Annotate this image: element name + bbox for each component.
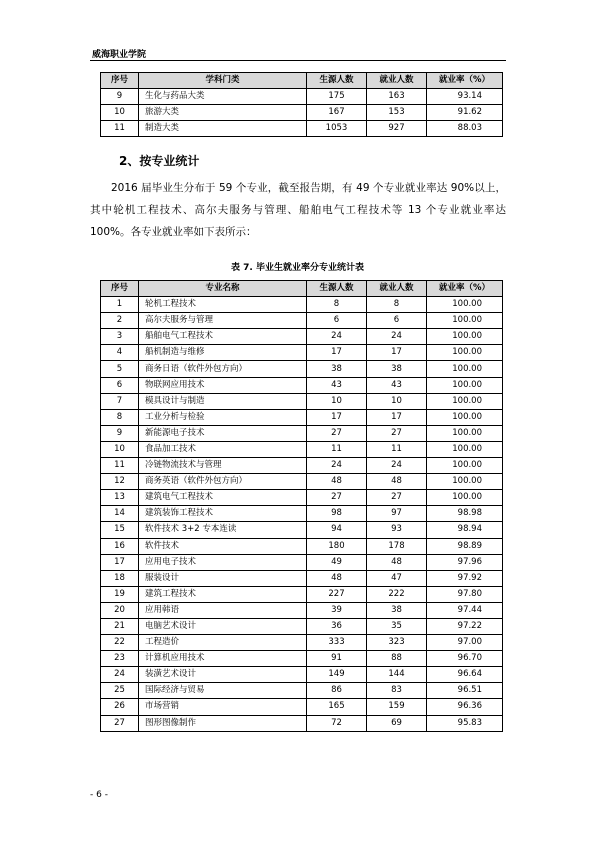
cell-name: 商务英语（软件外包方向） bbox=[139, 474, 307, 490]
cell-rate: 100.00 bbox=[427, 313, 503, 329]
cell-rate: 100.00 bbox=[427, 458, 503, 474]
cell-rate: 100.00 bbox=[427, 297, 503, 313]
cell-students: 17 bbox=[307, 409, 367, 425]
cell-employed: 144 bbox=[367, 667, 427, 683]
col-header-rate: 就业率（%） bbox=[427, 73, 503, 89]
cell-name: 电脑艺术设计 bbox=[139, 618, 307, 634]
table-row bbox=[101, 105, 503, 121]
table-row bbox=[101, 506, 503, 522]
cell-index: 25 bbox=[101, 683, 139, 699]
cell-name: 建筑装饰工程技术 bbox=[139, 506, 307, 522]
col-header-students: 生源人数 bbox=[307, 281, 367, 297]
cell-index: 8 bbox=[101, 409, 139, 425]
cell-index: 2 bbox=[101, 313, 139, 329]
section-heading: 2、按专业统计 bbox=[119, 154, 200, 168]
paragraph-text: 2016 届毕业生分布于 59 个专业，截至报告期，有 49 个专业就业率达 90%以上，其中轮机工程技术、高尔夫服务与管理、船舶电气工程技术等 13 个专业就业率达 100%。各专业就业率如下表所示： bbox=[90, 182, 506, 238]
cell-index: 12 bbox=[101, 474, 139, 490]
table-row bbox=[101, 554, 503, 570]
cell-students: 8 bbox=[307, 297, 367, 313]
table-row bbox=[101, 345, 503, 361]
cell-students: 165 bbox=[307, 699, 367, 715]
cell-name: 冷链物流技术与管理 bbox=[139, 458, 307, 474]
cell-index: 9 bbox=[101, 89, 139, 105]
cell-name: 软件技术 bbox=[139, 538, 307, 554]
col-header-discipline: 学科门类 bbox=[139, 73, 307, 89]
cell-employed: 35 bbox=[367, 618, 427, 634]
table-row bbox=[101, 425, 503, 441]
cell-rate: 97.92 bbox=[427, 570, 503, 586]
cell-name: 新能源电子技术 bbox=[139, 425, 307, 441]
cell-students: 36 bbox=[307, 618, 367, 634]
cell-students: 72 bbox=[307, 715, 367, 731]
cell-rate: 98.94 bbox=[427, 522, 503, 538]
page-number: - 6 - bbox=[90, 790, 108, 800]
table-header-row bbox=[101, 281, 503, 297]
cell-name: 高尔夫服务与管理 bbox=[139, 313, 307, 329]
cell-index: 5 bbox=[101, 361, 139, 377]
cell-name: 船机制造与维修 bbox=[139, 345, 307, 361]
table-row bbox=[101, 651, 503, 667]
cell-rate: 96.64 bbox=[427, 667, 503, 683]
table-row bbox=[101, 313, 503, 329]
cell-students: 227 bbox=[307, 586, 367, 602]
cell-index: 4 bbox=[101, 345, 139, 361]
cell-students: 180 bbox=[307, 538, 367, 554]
cell-index: 11 bbox=[101, 121, 139, 137]
cell-name: 制造大类 bbox=[139, 121, 307, 137]
cell-index: 7 bbox=[101, 393, 139, 409]
cell-rate: 98.98 bbox=[427, 506, 503, 522]
cell-rate: 100.00 bbox=[427, 393, 503, 409]
cell-employed: 159 bbox=[367, 699, 427, 715]
col-header-students: 生源人数 bbox=[307, 73, 367, 89]
cell-students: 175 bbox=[307, 89, 367, 105]
cell-employed: 323 bbox=[367, 635, 427, 651]
cell-students: 167 bbox=[307, 105, 367, 121]
table-row bbox=[101, 393, 503, 409]
cell-rate: 100.00 bbox=[427, 425, 503, 441]
cell-index: 14 bbox=[101, 506, 139, 522]
cell-name: 食品加工技术 bbox=[139, 441, 307, 457]
cell-employed: 48 bbox=[367, 554, 427, 570]
table-header-row bbox=[101, 73, 503, 89]
cell-employed: 69 bbox=[367, 715, 427, 731]
table-row bbox=[101, 715, 503, 731]
cell-name: 船舶电气工程技术 bbox=[139, 329, 307, 345]
cell-students: 11 bbox=[307, 441, 367, 457]
cell-students: 149 bbox=[307, 667, 367, 683]
table-row bbox=[101, 570, 503, 586]
cell-name: 图形图像制作 bbox=[139, 715, 307, 731]
cell-index: 10 bbox=[101, 441, 139, 457]
cell-index: 16 bbox=[101, 538, 139, 554]
table-row bbox=[101, 618, 503, 634]
cell-index: 6 bbox=[101, 377, 139, 393]
cell-name: 国际经济与贸易 bbox=[139, 683, 307, 699]
cell-index: 27 bbox=[101, 715, 139, 731]
cell-index: 3 bbox=[101, 329, 139, 345]
cell-name: 工业分析与检验 bbox=[139, 409, 307, 425]
table-caption: 表 7. 毕业生就业率分专业统计表 bbox=[231, 263, 364, 273]
cell-employed: 163 bbox=[367, 89, 427, 105]
cell-rate: 95.83 bbox=[427, 715, 503, 731]
table-row bbox=[101, 635, 503, 651]
table-row bbox=[101, 297, 503, 313]
cell-rate: 100.00 bbox=[427, 474, 503, 490]
cell-employed: 10 bbox=[367, 393, 427, 409]
cell-employed: 6 bbox=[367, 313, 427, 329]
col-header-employed: 就业人数 bbox=[367, 281, 427, 297]
cell-rate: 98.89 bbox=[427, 538, 503, 554]
cell-students: 91 bbox=[307, 651, 367, 667]
table-row bbox=[101, 409, 503, 425]
table-row bbox=[101, 361, 503, 377]
cell-rate: 97.44 bbox=[427, 602, 503, 618]
cell-students: 1053 bbox=[307, 121, 367, 137]
cell-rate: 96.36 bbox=[427, 699, 503, 715]
cell-employed: 83 bbox=[367, 683, 427, 699]
col-header-index: 序号 bbox=[101, 281, 139, 297]
cell-name: 软件技术 3+2 专本连读 bbox=[139, 522, 307, 538]
cell-name: 生化与药品大类 bbox=[139, 89, 307, 105]
table-row bbox=[101, 377, 503, 393]
cell-employed: 27 bbox=[367, 425, 427, 441]
cell-rate: 100.00 bbox=[427, 377, 503, 393]
cell-rate: 93.14 bbox=[427, 89, 503, 105]
cell-name: 模具设计与制造 bbox=[139, 393, 307, 409]
cell-name: 计算机应用技术 bbox=[139, 651, 307, 667]
table-row bbox=[101, 441, 503, 457]
section-paragraph bbox=[90, 177, 506, 243]
cell-name: 轮机工程技术 bbox=[139, 297, 307, 313]
cell-employed: 24 bbox=[367, 458, 427, 474]
cell-rate: 97.22 bbox=[427, 618, 503, 634]
cell-name: 旅游大类 bbox=[139, 105, 307, 121]
cell-rate: 100.00 bbox=[427, 361, 503, 377]
cell-students: 48 bbox=[307, 474, 367, 490]
header-title: 威海职业学院 bbox=[92, 50, 147, 60]
cell-index: 24 bbox=[101, 667, 139, 683]
cell-students: 24 bbox=[307, 329, 367, 345]
cell-index: 10 bbox=[101, 105, 139, 121]
cell-employed: 43 bbox=[367, 377, 427, 393]
cell-rate: 100.00 bbox=[427, 345, 503, 361]
cell-employed: 17 bbox=[367, 345, 427, 361]
cell-index: 19 bbox=[101, 586, 139, 602]
cell-students: 24 bbox=[307, 458, 367, 474]
cell-employed: 38 bbox=[367, 361, 427, 377]
cell-name: 应用电子技术 bbox=[139, 554, 307, 570]
cell-rate: 100.00 bbox=[427, 329, 503, 345]
cell-name: 工程造价 bbox=[139, 635, 307, 651]
table-row bbox=[101, 474, 503, 490]
cell-index: 26 bbox=[101, 699, 139, 715]
cell-rate: 88.03 bbox=[427, 121, 503, 137]
table-row bbox=[101, 699, 503, 715]
table-row bbox=[101, 458, 503, 474]
cell-rate: 100.00 bbox=[427, 441, 503, 457]
col-header-index: 序号 bbox=[101, 73, 139, 89]
table-row bbox=[101, 89, 503, 105]
cell-students: 27 bbox=[307, 490, 367, 506]
cell-rate: 96.70 bbox=[427, 651, 503, 667]
cell-rate: 97.80 bbox=[427, 586, 503, 602]
cell-students: 43 bbox=[307, 377, 367, 393]
cell-rate: 97.96 bbox=[427, 554, 503, 570]
cell-name: 建筑电气工程技术 bbox=[139, 490, 307, 506]
cell-employed: 97 bbox=[367, 506, 427, 522]
cell-students: 98 bbox=[307, 506, 367, 522]
col-header-major: 专业名称 bbox=[139, 281, 307, 297]
cell-employed: 153 bbox=[367, 105, 427, 121]
cell-name: 商务日语（软件外包方向） bbox=[139, 361, 307, 377]
cell-students: 94 bbox=[307, 522, 367, 538]
cell-index: 1 bbox=[101, 297, 139, 313]
cell-rate: 91.62 bbox=[427, 105, 503, 121]
table-by-discipline bbox=[100, 72, 503, 137]
col-header-employed: 就业人数 bbox=[367, 73, 427, 89]
cell-students: 17 bbox=[307, 345, 367, 361]
cell-name: 建筑工程技术 bbox=[139, 586, 307, 602]
cell-employed: 47 bbox=[367, 570, 427, 586]
cell-employed: 88 bbox=[367, 651, 427, 667]
table-row bbox=[101, 667, 503, 683]
cell-name: 市场营销 bbox=[139, 699, 307, 715]
cell-students: 48 bbox=[307, 570, 367, 586]
cell-name: 装潢艺术设计 bbox=[139, 667, 307, 683]
table-row bbox=[101, 490, 503, 506]
cell-index: 22 bbox=[101, 635, 139, 651]
cell-rate: 97.00 bbox=[427, 635, 503, 651]
cell-employed: 178 bbox=[367, 538, 427, 554]
cell-index: 11 bbox=[101, 458, 139, 474]
cell-employed: 93 bbox=[367, 522, 427, 538]
cell-index: 23 bbox=[101, 651, 139, 667]
cell-employed: 24 bbox=[367, 329, 427, 345]
table-row bbox=[101, 329, 503, 345]
cell-employed: 17 bbox=[367, 409, 427, 425]
cell-students: 39 bbox=[307, 602, 367, 618]
table-row bbox=[101, 522, 503, 538]
cell-employed: 11 bbox=[367, 441, 427, 457]
cell-name: 物联网应用技术 bbox=[139, 377, 307, 393]
cell-name: 服装设计 bbox=[139, 570, 307, 586]
cell-name: 应用韩语 bbox=[139, 602, 307, 618]
cell-employed: 38 bbox=[367, 602, 427, 618]
cell-index: 15 bbox=[101, 522, 139, 538]
cell-employed: 222 bbox=[367, 586, 427, 602]
cell-employed: 48 bbox=[367, 474, 427, 490]
cell-students: 27 bbox=[307, 425, 367, 441]
cell-index: 13 bbox=[101, 490, 139, 506]
cell-rate: 100.00 bbox=[427, 409, 503, 425]
cell-index: 9 bbox=[101, 425, 139, 441]
cell-employed: 927 bbox=[367, 121, 427, 137]
cell-index: 20 bbox=[101, 602, 139, 618]
cell-rate: 100.00 bbox=[427, 490, 503, 506]
cell-rate: 96.51 bbox=[427, 683, 503, 699]
header-divider bbox=[90, 60, 506, 61]
cell-students: 6 bbox=[307, 313, 367, 329]
cell-employed: 8 bbox=[367, 297, 427, 313]
table-row bbox=[101, 586, 503, 602]
cell-students: 333 bbox=[307, 635, 367, 651]
col-header-rate: 就业率（%） bbox=[427, 281, 503, 297]
table-row bbox=[101, 121, 503, 137]
cell-index: 17 bbox=[101, 554, 139, 570]
table-row bbox=[101, 683, 503, 699]
cell-students: 10 bbox=[307, 393, 367, 409]
cell-students: 86 bbox=[307, 683, 367, 699]
table-row bbox=[101, 538, 503, 554]
cell-employed: 27 bbox=[367, 490, 427, 506]
table-by-major bbox=[100, 280, 503, 732]
cell-index: 21 bbox=[101, 618, 139, 634]
table-row bbox=[101, 602, 503, 618]
cell-index: 18 bbox=[101, 570, 139, 586]
cell-students: 49 bbox=[307, 554, 367, 570]
cell-students: 38 bbox=[307, 361, 367, 377]
